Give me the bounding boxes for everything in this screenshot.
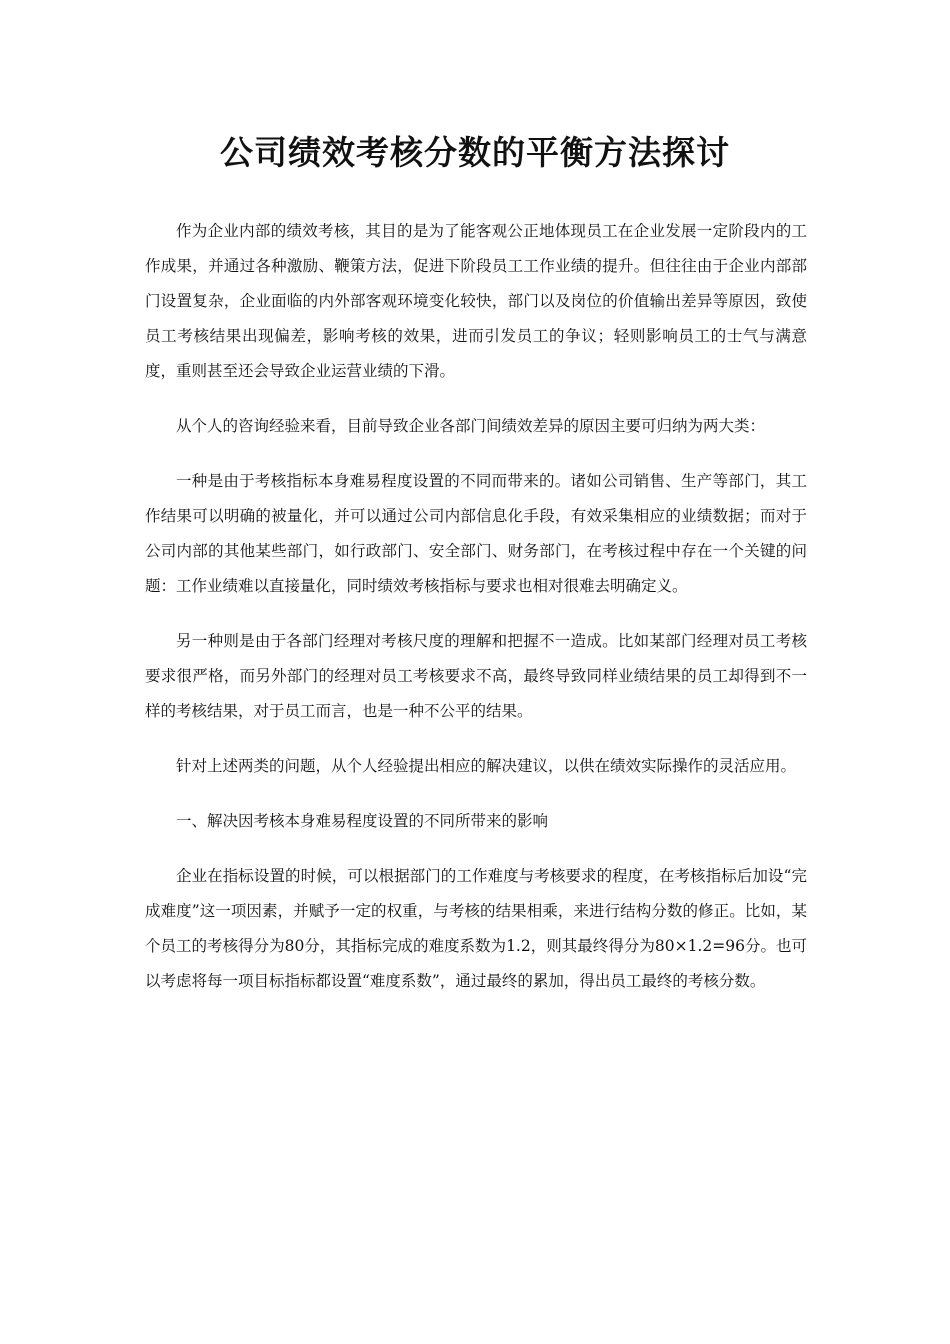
paragraph-causes-summary: 从个人的咨询经验来看，目前导致企业各部门间绩效差异的原因主要可归纳为两大类： <box>176 417 766 435</box>
paragraph-suggestions: 针对上述两类的问题，从个人经验提出相应的解决建议，以供在绩效实际操作的灵活应用。 <box>176 757 797 775</box>
paragraph-cause-one: 一种是由于考核指标本身难易程度设置的不同而带来的。诸如公司销售、生产等部门，其工作结果可以明确的被量化，并可以通过公司内部信息化手段，有效采集相应的业绩数据；而对于公司内部的其他某些部门，如行政部门、安全部门、财务部门，在考核过程中存在一个关键的问题：工作业绩难以直接量化，同时绩效考核指标与要求也相对很难去明确定义。 <box>145 472 807 595</box>
document-body <box>145 214 807 1019</box>
paragraph-intro: 作为企业内部的绩效考核，其目的是为了能客观公正地体现员工在企业发展一定阶段内的工作成果，并通过各种激励、鞭策方法，促进下阶段员工工作业绩的提升。但往往由于企业内部部门设置复杂，企业面临的内外部客观环境变化较快，部门以及岗位的价值输出差异等原因，致使员工考核结果出现偏差，影响考核的效果，进而引发员工的争议；轻则影响员工的士气与满意度，重则甚至还会导致企业运营业绩的下滑。 <box>145 222 807 380</box>
document-title: 公司绩效考核分数的平衡方法探讨 <box>220 133 730 172</box>
paragraph-cause-two: 另一种则是由于各部门经理对考核尺度的理解和把握不一造成。比如某部门经理对员工考核要求很严格，而另外部门的经理对员工考核要求不高，最终导致同样业绩结果的员工却得到不一样的考核结果，对于员工而言，也是一种不公平的结果。 <box>145 632 807 720</box>
paragraph-difficulty-factor: 企业在指标设置的时候，可以根据部门的工作难度与考核要求的程度，在考核指标后加设“完成难度”这一项因素，并赋予一定的权重，与考核的结果相乘，来进行结构分数的修正。比如，某个员工的考核得分为80分，其指标完成的难度系数为1.2，则其最终得分为80×1.2=96分。也可以考虑将每一项目标指标都设置“难度系数”，通过最终的累加，得出员工最终的考核分数。 <box>145 867 807 990</box>
section-heading-one: 一、解决因考核本身难易程度设置的不同所带来的影响 <box>176 812 549 830</box>
